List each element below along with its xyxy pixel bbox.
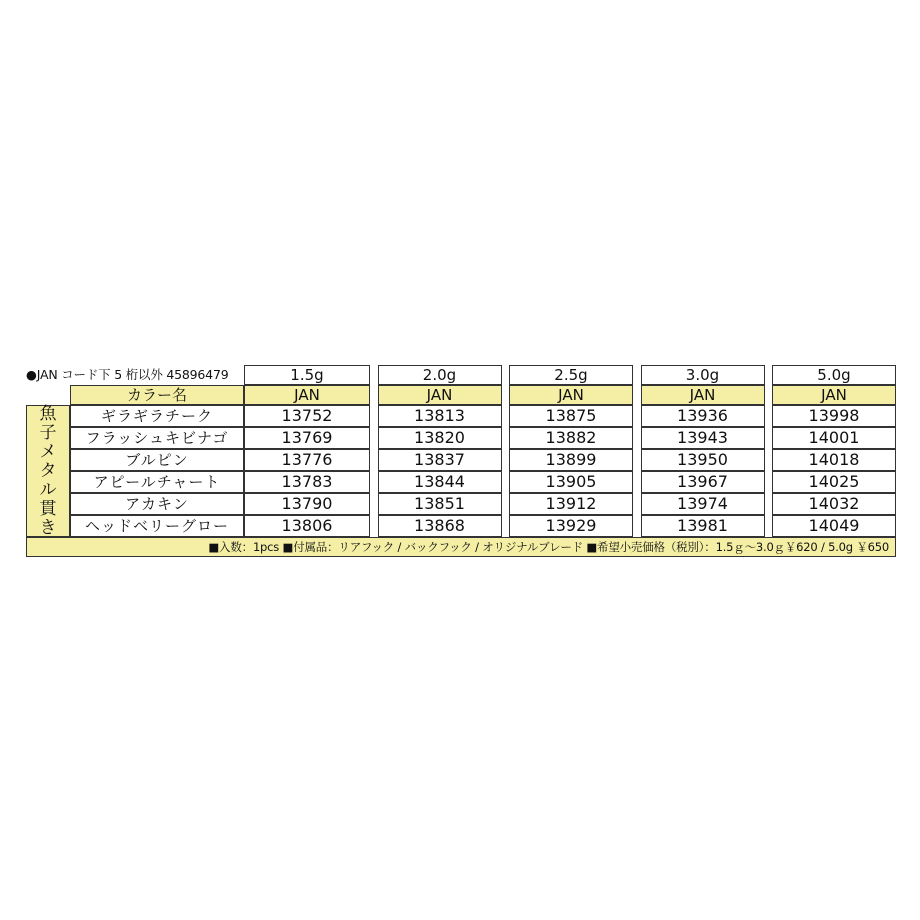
jan-code: 13851 bbox=[378, 493, 502, 515]
jan-code: 13899 bbox=[509, 449, 633, 471]
jan-code: 13905 bbox=[509, 471, 633, 493]
jan-code: 13974 bbox=[641, 493, 765, 515]
weight-2-5g: 2.5g bbox=[509, 365, 633, 385]
column-header-row bbox=[26, 385, 896, 405]
table-row bbox=[70, 405, 896, 427]
jan-code: 13912 bbox=[509, 493, 633, 515]
jan-code: 14001 bbox=[772, 427, 896, 449]
color-name: ギラギラチーク bbox=[70, 405, 244, 427]
jan-code-table bbox=[26, 365, 896, 557]
jan-code: 13783 bbox=[244, 471, 370, 493]
table-body bbox=[26, 405, 896, 537]
jan-code: 13950 bbox=[641, 449, 765, 471]
weight-1-5g: 1.5g bbox=[244, 365, 370, 385]
jan-code: 14049 bbox=[772, 515, 896, 537]
jan-code: 13943 bbox=[641, 427, 765, 449]
table-row bbox=[70, 493, 896, 515]
table-row bbox=[70, 427, 896, 449]
jan-code: 13844 bbox=[378, 471, 502, 493]
jan-code: 13813 bbox=[378, 405, 502, 427]
weight-3-0g: 3.0g bbox=[641, 365, 765, 385]
series-label: 魚 子 メ タ ル 貫 き bbox=[26, 405, 70, 537]
jan-code: 14018 bbox=[772, 449, 896, 471]
color-name: アピールチャート bbox=[70, 471, 244, 493]
color-name: ブルピン bbox=[70, 449, 244, 471]
jan-header: JAN bbox=[244, 385, 370, 405]
color-name: ヘッドベリーグロー bbox=[70, 515, 244, 537]
jan-header: JAN bbox=[378, 385, 502, 405]
weight-header-row bbox=[26, 365, 896, 385]
weight-2-0g: 2.0g bbox=[378, 365, 502, 385]
jan-code: 13998 bbox=[772, 405, 896, 427]
jan-code: 13769 bbox=[244, 427, 370, 449]
color-name: フラッシュキビナゴ bbox=[70, 427, 244, 449]
jan-code: 13837 bbox=[378, 449, 502, 471]
color-name: アカキン bbox=[70, 493, 244, 515]
jan-code: 13929 bbox=[509, 515, 633, 537]
jan-prefix-note: ●JAN コード下 5 桁以外 45896479 bbox=[26, 367, 229, 382]
jan-code: 13875 bbox=[509, 405, 633, 427]
jan-code: 13820 bbox=[378, 427, 502, 449]
table-row bbox=[70, 471, 896, 493]
weight-columns bbox=[244, 365, 896, 385]
jan-code: 14025 bbox=[772, 471, 896, 493]
jan-code: 13981 bbox=[641, 515, 765, 537]
jan-code: 13776 bbox=[244, 449, 370, 471]
jan-code: 13790 bbox=[244, 493, 370, 515]
table-row bbox=[70, 515, 896, 537]
jan-header: JAN bbox=[509, 385, 633, 405]
jan-header: JAN bbox=[772, 385, 896, 405]
table-row bbox=[70, 449, 896, 471]
jan-code: 13752 bbox=[244, 405, 370, 427]
jan-code: 13868 bbox=[378, 515, 502, 537]
jan-header: JAN bbox=[641, 385, 765, 405]
product-info-footer: ■入数：1pcs ■付属品：リアフック / バックフック / オリジナルブレード ■希望小売価格（税別）：1.5ｇ〜3.0ｇ￥620 / 5.0g ￥650 bbox=[26, 537, 896, 557]
jan-code: 14032 bbox=[772, 493, 896, 515]
color-name-header: カラー名 bbox=[70, 385, 244, 405]
jan-code: 13882 bbox=[509, 427, 633, 449]
jan-code: 13936 bbox=[641, 405, 765, 427]
weight-5-0g: 5.0g bbox=[772, 365, 896, 385]
jan-code: 13967 bbox=[641, 471, 765, 493]
jan-code: 13806 bbox=[244, 515, 370, 537]
